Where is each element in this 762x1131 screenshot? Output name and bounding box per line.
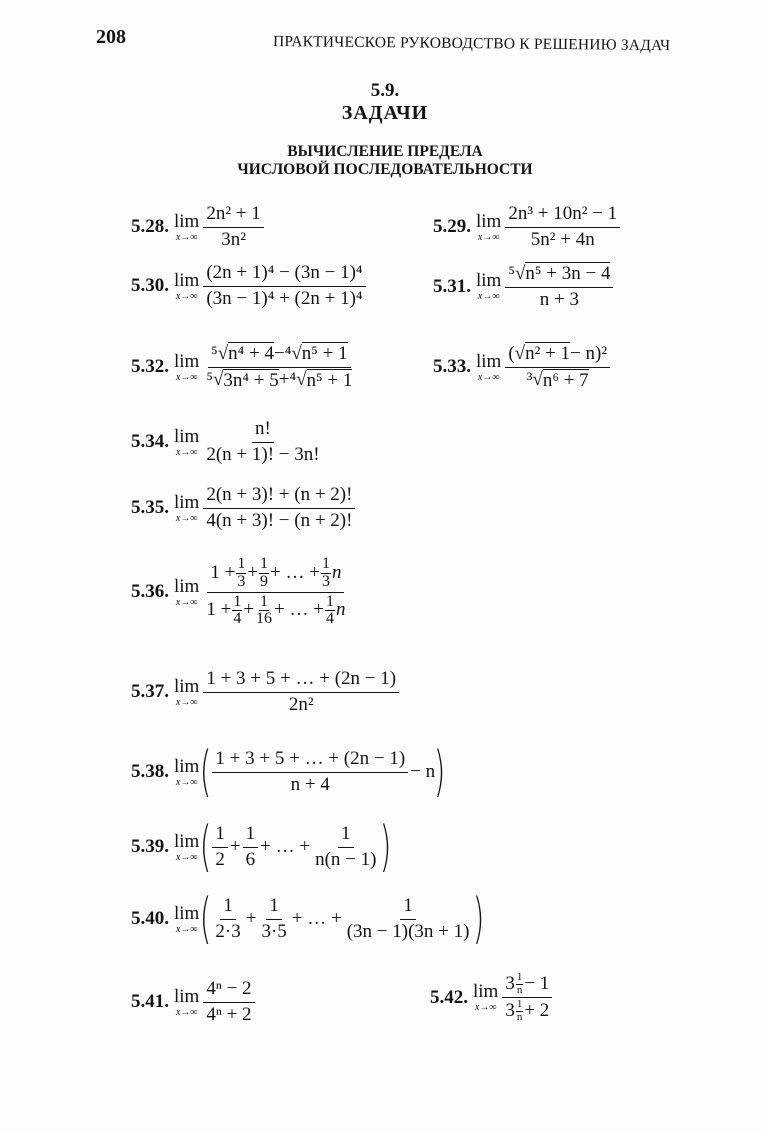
denominator: 5n² + 4n	[530, 228, 595, 250]
fraction	[203, 262, 365, 311]
problem-number: 5.29.	[433, 216, 471, 238]
limit-operator: lim x→∞	[476, 350, 502, 383]
fraction	[212, 748, 408, 797]
denominator: 4ⁿ + 2	[206, 1003, 252, 1025]
limit-operator: lim x→∞	[174, 491, 200, 524]
denominator: 3n²	[221, 228, 246, 250]
problem-number: 5.40.	[131, 908, 169, 929]
problem-number: 5.30.	[131, 275, 169, 297]
page-number: 208	[96, 26, 126, 48]
left-paren: (	[200, 740, 212, 803]
denominator: 4(n + 3)! − (n + 2)!	[206, 509, 353, 531]
section-subtitle-line2: ЧИСЛОВОЙ ПОСЛЕДОВАТЕЛЬНОСТИ	[237, 161, 533, 178]
numerator: 1 + 3 + 5 + … + (2n − 1)	[212, 748, 408, 773]
denominator: n + 4	[290, 773, 330, 795]
problem-5-35	[131, 484, 357, 533]
problem-number: 5.34.	[131, 431, 169, 453]
problem-number: 5.42.	[430, 986, 468, 1008]
numerator: 4ⁿ − 2	[203, 978, 254, 1003]
right-paren: )	[380, 815, 392, 878]
numerator: (2n + 1)⁴ − (3n − 1)⁴	[203, 262, 365, 287]
numerator: 1 + 3 + 5 + … + (2n − 1)	[203, 668, 399, 693]
fraction	[505, 203, 620, 252]
limit-operator: lim x→∞	[174, 902, 200, 935]
limit-operator: lim x→∞	[174, 675, 200, 708]
problem-5-32	[131, 342, 357, 393]
numerator: 1 + $\frac{1}{3}$ + $\frac{1}{9}$ + … + $\frac{1}{3}$ n	[207, 556, 344, 593]
denominator: n + 3	[539, 288, 580, 310]
problem-5-29	[433, 203, 622, 252]
numerator: 2(n + 3)! + (n + 2)!	[203, 484, 355, 509]
problem-number: 5.39.	[131, 836, 169, 857]
numerator: ⁵√ n⁴ + 4 − ⁴√ n⁵ + 1	[208, 342, 351, 368]
problem-number: 5.35.	[131, 497, 169, 519]
fraction	[203, 668, 399, 717]
problem-5-33	[433, 342, 612, 393]
problem-5-39: 5.39. lim x→∞ ( $\frac{1}{2}$ + $\frac{1}{6}$ + … + $\frac{1}{n(n - 1)}$ )	[131, 815, 392, 878]
fraction	[203, 342, 355, 393]
denominator: (3n − 1)⁴ + (2n + 1)⁴	[206, 287, 363, 309]
limit-operator: lim x→∞	[174, 210, 200, 243]
left-paren: (	[200, 887, 212, 950]
numerator: n!	[252, 418, 274, 443]
problem-5-36	[131, 556, 350, 628]
numerator: 2n² + 1	[203, 203, 263, 228]
fraction	[505, 262, 613, 312]
running-head: ПРАКТИЧЕСКОЕ РУКОВОДСТВО К РЕШЕНИЮ ЗАДАЧ	[272, 33, 671, 55]
limit-operator: lim x→∞	[174, 985, 200, 1018]
numerator: ⁵√ n⁵ + 3n − 4	[505, 262, 613, 288]
numerator: 2n³ + 10n² − 1	[505, 203, 620, 228]
problem-5-30	[131, 262, 368, 311]
fraction	[203, 978, 254, 1027]
section-subtitle-line1: ВЫЧИСЛЕНИЕ ПРЕДЕЛА	[287, 143, 483, 160]
section-title: ЗАДАЧИ	[341, 102, 429, 124]
problem-5-40: 5.40. lim x→∞ ( $\frac{1}{2\cdot 3}$ + $\frac{1}{3\cdot 5}$ + … + $\frac{1}{(3n - 1)(3n + 1)}$ )	[131, 887, 485, 950]
problem-number: 5.31.	[433, 275, 471, 297]
problem-number: 5.41.	[131, 991, 169, 1013]
problem-number: 5.32.	[131, 356, 169, 378]
limit-operator: lim x→∞	[174, 830, 200, 863]
problem-5-42	[430, 972, 554, 1023]
fraction	[203, 484, 355, 533]
problem-5-31	[433, 262, 615, 312]
fraction	[502, 972, 552, 1023]
limit-operator: lim x→∞	[174, 575, 200, 608]
left-paren: (	[200, 815, 212, 878]
limit-operator: lim x→∞	[476, 270, 502, 303]
denominator: 2n²	[288, 693, 314, 715]
problem-number: 5.38.	[131, 761, 169, 782]
numerator: ( √ n² + 1 − n)²	[505, 342, 610, 368]
limit-operator: lim x→∞	[174, 350, 200, 383]
problem-number: 5.36.	[131, 581, 169, 603]
denominator: 1 + $\frac{1}{4}$ + $\frac{1}{16}$ + … + $\frac{1}{4}$ n	[206, 592, 346, 628]
problem-number: 5.37.	[131, 681, 169, 703]
limit-operator: lim x→∞	[476, 210, 502, 243]
fraction	[505, 342, 610, 393]
limit-operator: lim x→∞	[174, 425, 200, 458]
problem-number: 5.28.	[131, 216, 169, 238]
problem-5-37	[131, 668, 401, 717]
denominator: ⁵√ 3n⁴ + 5 + ⁴√ n⁵ + 1	[206, 369, 353, 391]
problem-5-34	[131, 418, 325, 467]
limit-operator: lim x→∞	[473, 981, 499, 1014]
problem-5-28	[131, 203, 266, 252]
right-paren: )	[433, 740, 446, 803]
problem-5-38: 5.38. lim x→∞ ( $\frac{1 + 3 + 5 + \dots + (2n - 1)}{n + 4}$ − n )	[131, 740, 446, 803]
denominator: 2(n + 1)! − 3n!	[206, 443, 320, 465]
right-paren: )	[473, 887, 485, 950]
problem-5-41	[131, 978, 257, 1027]
section-number: 5.9.	[370, 80, 400, 101]
fraction	[203, 556, 348, 628]
limit-operator: lim x→∞	[174, 755, 200, 788]
numerator: 3 1 n − 1	[502, 972, 552, 998]
denominator: ³√ n⁶ + 7	[526, 369, 589, 391]
fraction	[203, 203, 263, 252]
limit-operator: lim x→∞	[174, 269, 200, 302]
fraction	[203, 418, 322, 467]
denominator: 3 1 n + 2	[505, 998, 550, 1023]
problem-number: 5.33.	[433, 356, 471, 378]
